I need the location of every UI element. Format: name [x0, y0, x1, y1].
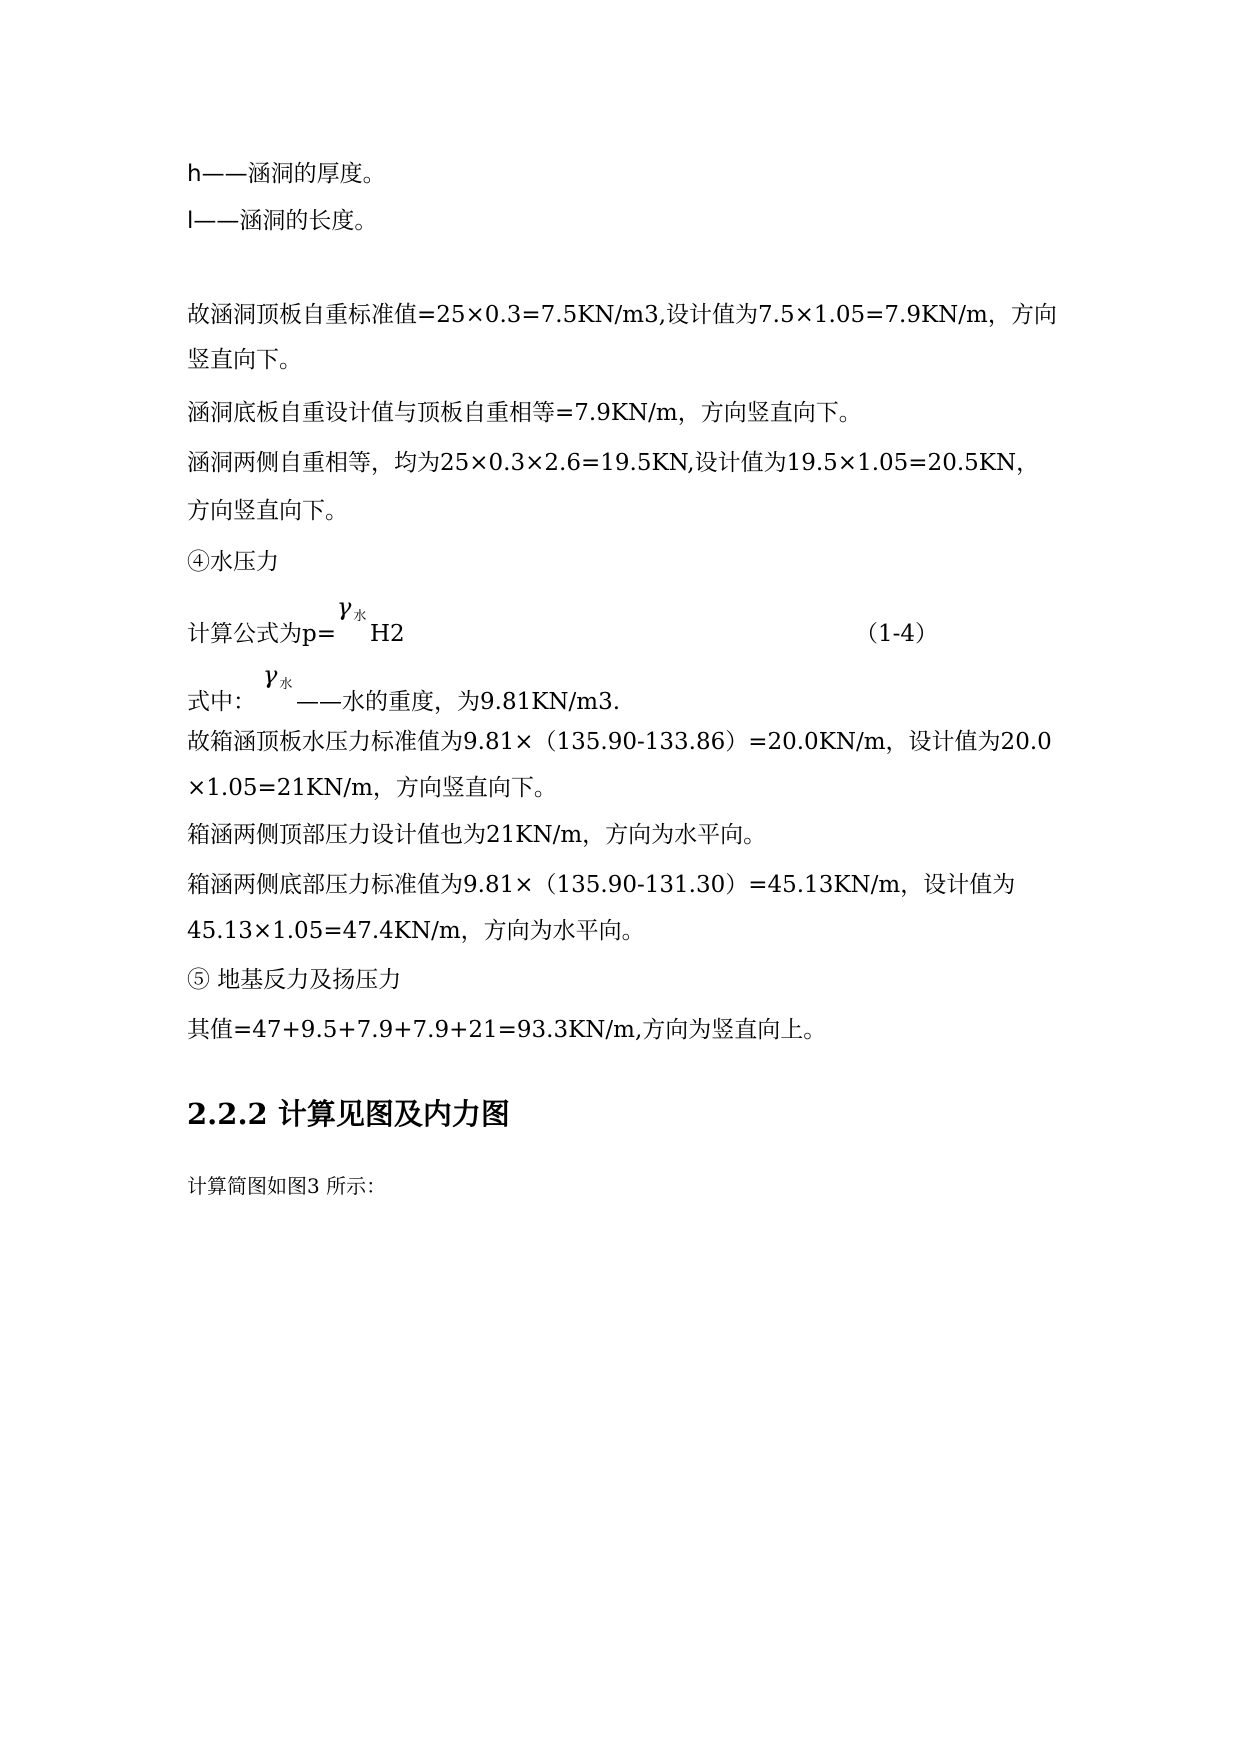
formula-prefix: 计算公式为p= [187, 621, 336, 647]
text-line-l-definition [187, 206, 377, 236]
l-definition: l——涵洞的长度。 [187, 208, 378, 234]
where-gamma-symbol [263, 663, 292, 692]
item-5-foundation-reaction: ⑤ 地基反力及扬压力 [187, 967, 402, 993]
gamma-subscript: 水 [353, 609, 367, 624]
formula-where-description: ——水的重度，为9.81KN/m3. [296, 689, 621, 715]
formula-suffix: H2 [370, 621, 405, 647]
formula-number: （1-4） [855, 621, 939, 647]
formula-where-prefix: 式中： [187, 689, 256, 715]
paragraph-side-wall-weight-line1: 涵洞两侧自重相等，均为25×0.3×2.6=19.5KN,设计值为19.5×1.05=20.5KN， [187, 450, 1040, 476]
paragraph-bottom-slab-weight: 涵洞底板自重设计值与顶板自重相等=7.9KN/m，方向竖直向下。 [187, 400, 862, 426]
paragraph-top-water-pressure-line2: ×1.05=21KN/m，方向竖直向下。 [187, 775, 557, 801]
section-heading: 2.2.2 计算见图及内力图 [187, 1097, 510, 1131]
item-4-water-pressure: ④水压力 [187, 549, 279, 575]
paragraph-side-bottom-pressure-line2: 45.13×1.05=47.4KN/m，方向为水平向。 [187, 918, 645, 944]
paragraph-top-slab-weight-line1: 故涵洞顶板自重标准值=25×0.3=7.5KN/m3,设计值为7.5×1.05=7.9KN/m，方向 [187, 302, 1057, 328]
formula-line [187, 619, 336, 649]
figure-caption: 计算简图如图3 所示： [187, 1174, 387, 1198]
gamma-subscript: 水 [279, 677, 293, 692]
text-line-h-definition [187, 159, 386, 189]
paragraph-side-wall-weight-line2: 方向竖直向下。 [187, 498, 348, 524]
gamma-glyph: γ [337, 593, 352, 621]
paragraph-top-water-pressure-line1: 故箱涵顶板水压力标准值为9.81×（135.90-133.86）=20.0KN/m，设计值为20.0 [187, 729, 1052, 755]
formula-gamma-symbol [337, 595, 366, 624]
paragraph-top-slab-weight-line2: 竖直向下。 [187, 347, 302, 373]
paragraph-side-top-pressure: 箱涵两侧顶部压力设计值也为21KN/m，方向为水平向。 [187, 822, 767, 848]
h-definition: h——涵洞的厚度。 [187, 161, 386, 187]
paragraph-side-bottom-pressure-line1: 箱涵两侧底部压力标准值为9.81×（135.90-131.30）=45.13KN/m，设计值为 [187, 872, 1016, 898]
gamma-glyph: γ [263, 661, 278, 689]
paragraph-reaction-value: 其值=47+9.5+7.9+7.9+21=93.3KN/m,方向为竖直向上。 [187, 1017, 827, 1043]
